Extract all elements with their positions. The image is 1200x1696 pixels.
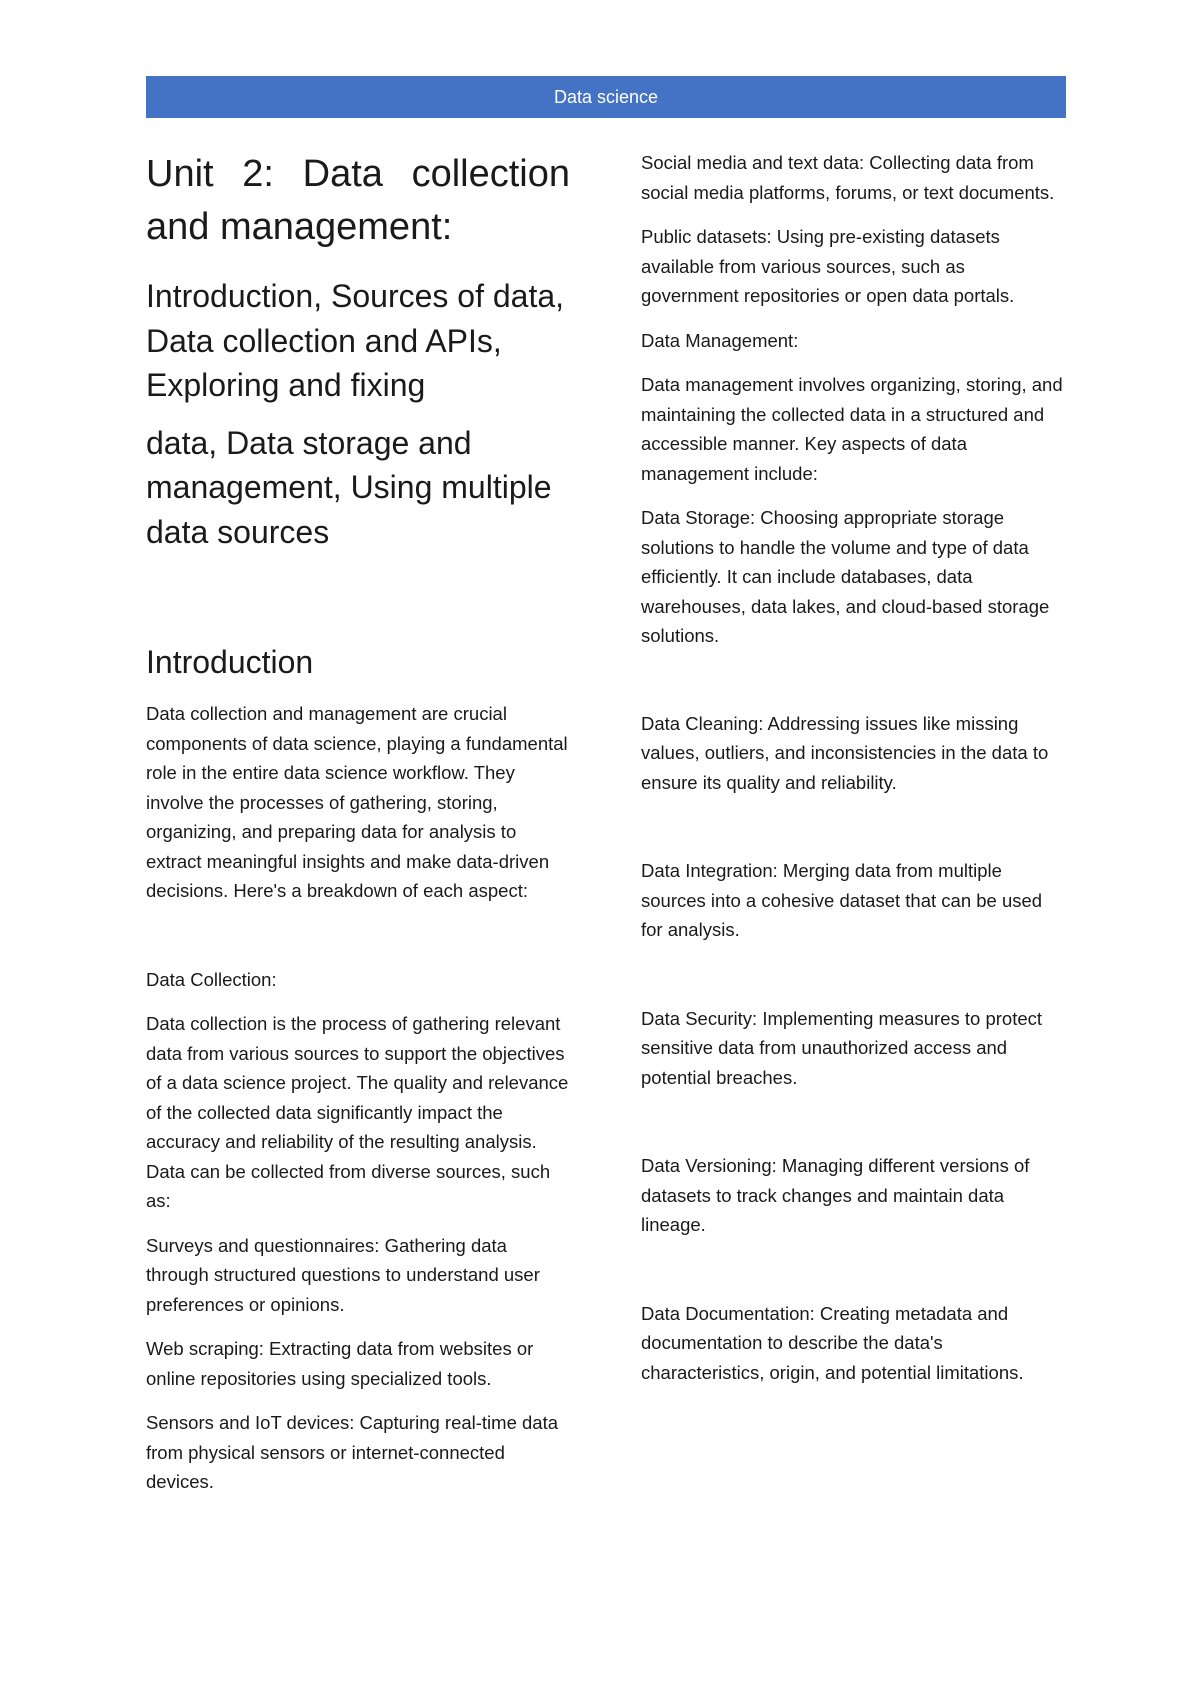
right-column [641,148,1067,1387]
page-header [146,76,1066,118]
aspect-item-versioning: Data Versioning: Managing different versions of datasets to track changes and maintain data lineage. [641,1155,1030,1235]
unit-title: Unit 2: Data collection and management: [146,153,570,248]
aspect-item-security: Data Security: Implementing measures to protect sensitive data from unauthorized access and potential breaches. [641,1007,1043,1088]
source-item-public-datasets: Public datasets: Using pre-existing datasets available from various sources, such as government repositories or open data portals. [641,226,1015,306]
source-item-web-scraping: Web scraping: Extracting data from websites or online repositories using specialized tools. [146,1338,534,1389]
data-management-paragraph: Data management involves organizing, storing, and maintaining the collected data in a structured and accessible manner. Key aspects of data management include: [641,374,1063,484]
unit-topics-part-2: data, Data storage and management, Using multiple data sources [146,424,552,550]
left-column [146,148,570,1497]
source-item-sensors: Sensors and IoT devices: Capturing real-time data from physical sensors or internet-connected devices. [146,1412,559,1492]
header-title: Data science [553,86,659,107]
data-collection-label: Data Collection: [146,968,277,990]
aspect-item-cleaning: Data Cleaning: Addressing issues like missing values, outliers, and inconsistencies in the data to ensure its quality and reliability. [641,712,1049,793]
introduction-heading: Introduction [146,644,314,680]
data-management-label: Data Management: [641,329,799,351]
aspect-item-documentation: Data Documentation: Creating metadata and documentation to describe the data's characteristics, origin, and potential limitations. [641,1302,1024,1383]
aspect-item-integration: Data Integration: Merging data from multiple sources into a cohesive dataset that can be used for analysis. [641,860,1043,940]
unit-topics-part-1: Introduction, Sources of data, Data collection and APIs, Exploring and fixing [146,278,565,403]
introduction-paragraph: Data collection and management are crucial components of data science, playing a fundamental role in the entire data science workflow. They involve the processes of gathering, storing, organizing, and preparing data for analysis to extract meaningful insights and make data-driven decisions. Here's a breakdown of each aspect: [146,703,568,901]
aspect-item-storage: Data Storage: Choosing appropriate storage solutions to handle the volume and type of data efficiently. It can include databases, data warehouses, data lakes, and cloud-based storage solutions. [641,507,1050,646]
source-item-social-media: Social media and text data: Collecting data from social media platforms, forums, or text documents. [641,152,1055,203]
source-item-surveys: Surveys and questionnaires: Gathering data through structured questions to understand user preferences or opinions. [146,1234,540,1315]
data-collection-paragraph: Data collection is the process of gathering relevant data from various sources to support the objectives of a data science project. The quality and relevance of the collected data significantly impact the accuracy and reliability of the resulting analysis. Data can be collected from diverse sources, such as: [146,1013,569,1211]
